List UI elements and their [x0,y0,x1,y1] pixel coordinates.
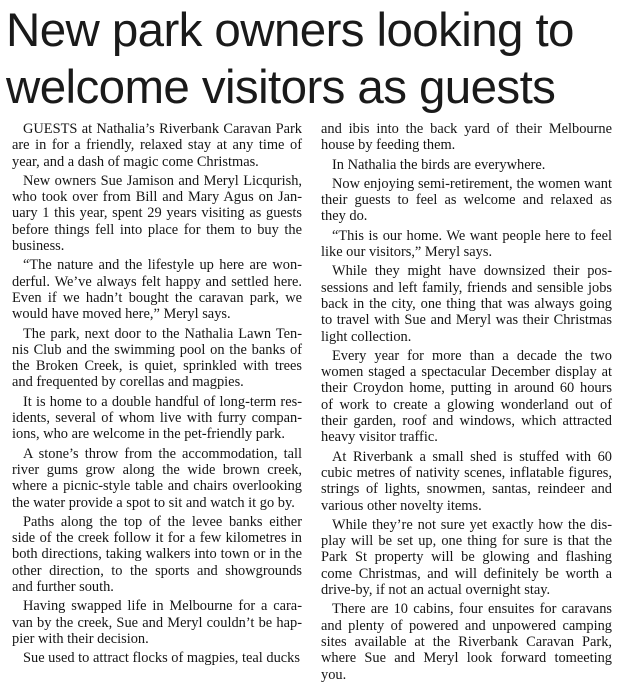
paragraph: New owners Sue Jamison and Meryl Licqurish, who took over from Bill and Mary Agus on January 1 this year, spent 29 years visiting as guests before things fell into place for them to buy the business. [12,172,302,255]
paragraph: While they’re not sure yet exactly how the display will be set up, one thing for sure is that the Park St property will be glowing and flashing come Christmas, and will definitely be worth a drive-by, if not an actual overnight stay. [321,516,612,599]
paragraph: The park, next door to the Nathalia Lawn Tennis Club and the swimming pool on the banks of the Broken Creek, is quiet, sprinkled with trees and frequented by corellas and magpies. [12,325,302,391]
paragraph: In Nathalia the birds are everywhere. [332,156,546,173]
right-column [321,121,612,686]
paragraph: Having swapped life in Melbourne for a caravan by the creek, Sue and Meryl couldn’t be happier with their decision. [12,598,302,647]
headline-line-1: New park owners looking to [6,4,574,57]
headline-line-2: welcome visitors as guests [6,61,556,114]
paragraph: It is home to a double handful of long-term residents, several of whom live with furry companions, who are welcome in the pet-friendly park. [12,393,302,443]
paragraph: At Riverbank a small shed is stuffed with 60 cubic metres of nativity scenes, inflatable figures, strings of lights, snowmen, santas, reindeer and various other novelty items. [321,448,612,514]
paragraph: There are 10 cabins, four ensuites for caravans and plenty of powered and unpowered camping sites available at the Riverbank Caravan Park, where Sue and Meryl look forward tomeeting you. [321,601,612,683]
left-column [12,121,302,670]
paragraph: Sue used to attract flocks of magpies, teal ducks [23,650,300,667]
paragraph: Now enjoying semi-retirement, the women want their guests to feel as welcome and relaxed as they do. [321,175,612,225]
paragraph: GUESTS at Nathalia’s Riverbank Caravan Park are in for a friendly, relaxed stay at any time of year, and a dash of magic come Christmas. [12,121,302,170]
paragraph: A stone’s throw from the accommodation, tall river gums grow along the wide brown creek, where a picnic-style table and chairs overlooking the water provide a spot to sit and watch it go by. [12,445,302,511]
paragraph: “The nature and the lifestyle up here are wonderful. We’ve always felt happy and settled here. Even if we hadn’t bought the caravan park, we would have moved here,” Meryl says. [12,257,302,323]
paragraph: Paths along the top of the levee banks either side of the creek follow it for a few kilometres in both directions, taking walkers into town or in the other direction, to the sports and showgrounds and further south. [12,513,302,596]
article-headline [6,2,618,116]
paragraph: “This is our home. We want people here to feel like our visitors,” Meryl says. [321,227,612,261]
paragraph: Every year for more than a decade the two women staged a spectacular December display at their Croydon home, putting in around 60 hours of work to create a glowing wonderland out of their garden, roof and windows, which attracted heavy visitor traffic. [321,347,612,446]
paragraph-continuation: and ibis into the back yard of their Melbourne house by feeding them. [321,121,612,154]
paragraph: While they might have downsized their possessions and left family, friends and sensible jobs back in the city, one thing that was always going to travel with Sue and Meryl was their Christmas light collection. [321,263,612,345]
